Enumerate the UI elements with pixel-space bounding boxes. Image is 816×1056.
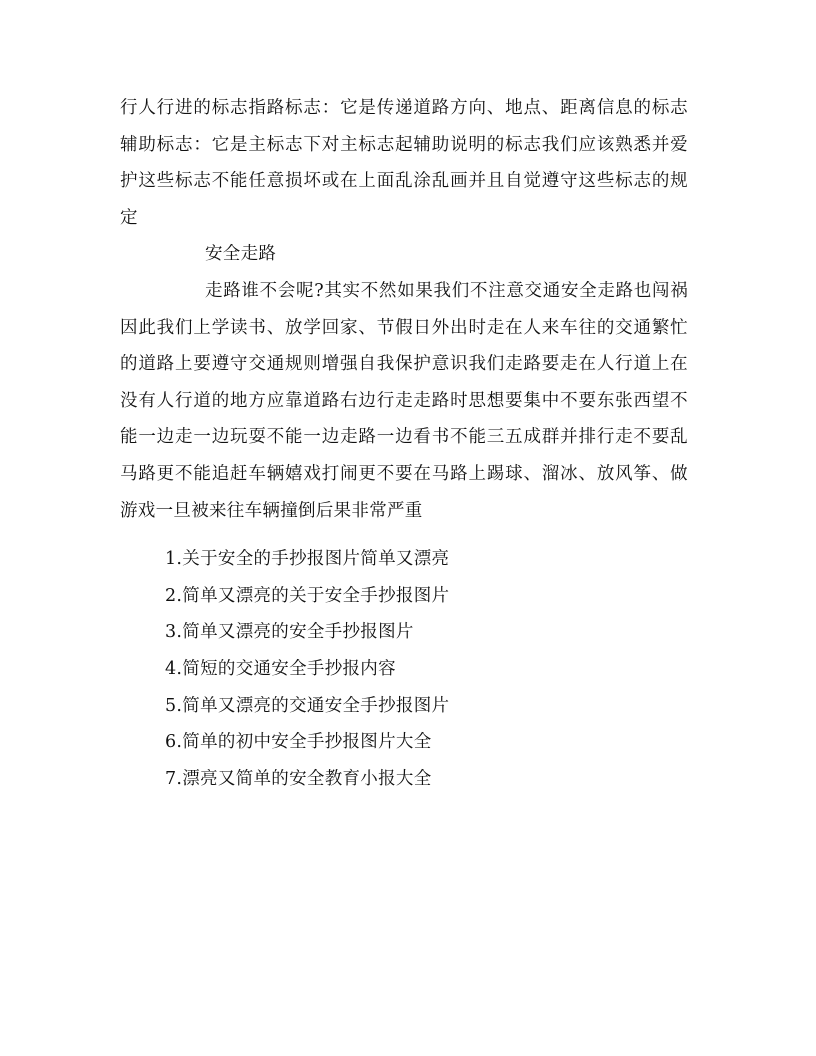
related-link-3[interactable]: 3.简单又漂亮的安全手抄报图片 xyxy=(165,622,414,643)
related-link-2[interactable]: 2.简单又漂亮的关于安全手抄报图片 xyxy=(165,585,450,606)
paragraph-traffic-signs: 行人行进的标志指路标志：它是传递道路方向、地点、距离信息的标志辅助标志：它是主标志下对主标志起辅助说明的标志我们应该熟悉并爱护这些标志不能任意损坏或在上面乱涂乱画并且自觉遵守这些标志的规定 xyxy=(120,98,688,228)
related-link-4[interactable]: 4.简短的交通安全手抄报内容 xyxy=(165,658,396,679)
related-link-1[interactable]: 1.关于安全的手抄报图片简单又漂亮 xyxy=(165,549,450,570)
related-links-list xyxy=(120,541,688,797)
paragraph-safe-walking: 走路谁不会呢?其实不然如果我们不注意交通安全走路也闯祸因此我们上学读书、放学回家、节假日外出时走在人来车往的交通繁忙的道路上要遵守交通规则增强自我保护意识我们走路要走在人行道上在没有人行道的地方应靠道路右边行走走路时思想要集中不要东张西望不能一边走一边玩耍不能一边走路一边看书不能三五成群并排行走不要乱马路更不能追赶车辆嬉戏打闹更不要在马路上踢球、溜冰、放风筝、做游戏一旦被来往车辆撞倒后果非常严重 xyxy=(120,280,688,521)
related-link-7[interactable]: 7.漂亮又简单的安全教育小报大全 xyxy=(165,768,432,789)
related-link-6[interactable]: 6.简单的初中安全手抄报图片大全 xyxy=(165,732,432,753)
related-link-5[interactable]: 5.简单又漂亮的交通安全手抄报图片 xyxy=(165,695,450,716)
section-heading: 安全走路 xyxy=(205,244,277,265)
document-body xyxy=(120,90,688,797)
